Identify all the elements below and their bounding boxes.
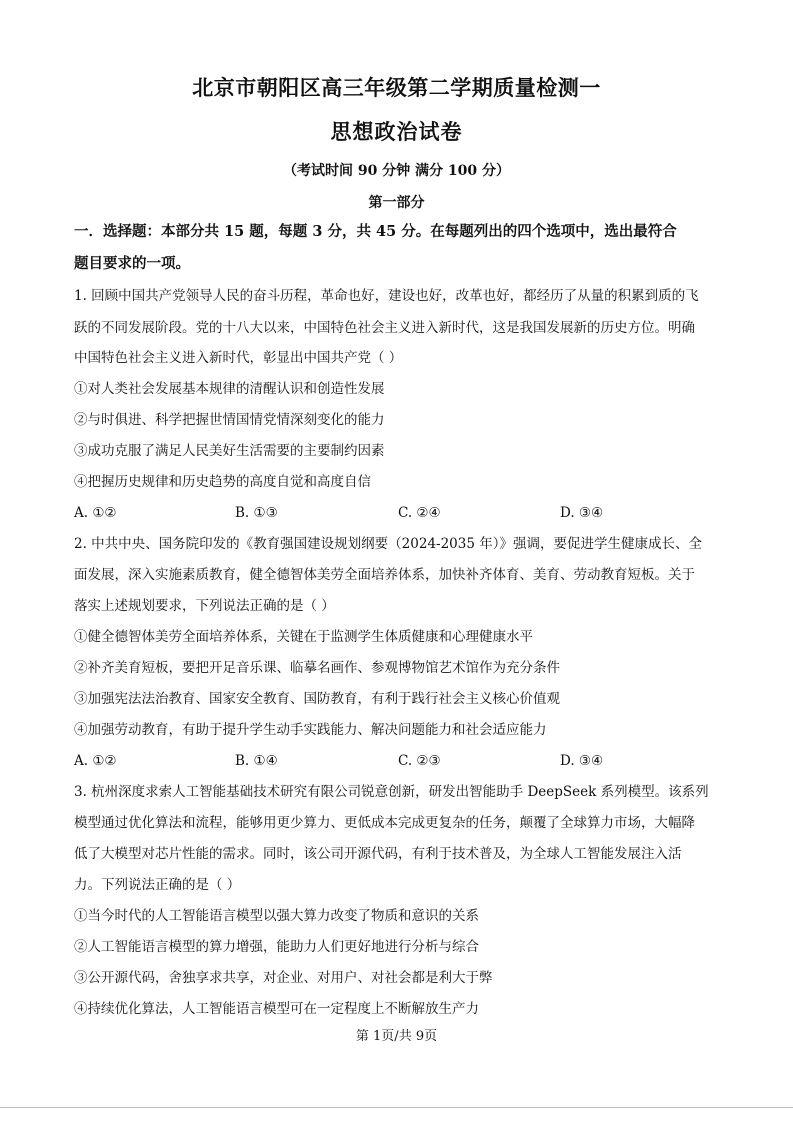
question-3-stem: 3. 杭州深度求索人工智能基础技术研究有限公司锐意创新，研发出智能助手 DeepSeek 系列模型。该系列 xyxy=(74,784,709,800)
question-1-statement: ④把握历史规律和历史趋势的高度自觉和高度自信 xyxy=(74,474,371,490)
question-2-statement: ③加强宪法法治教育、国家安全教育、国防教育，有利于践行社会主义核心价值观 xyxy=(74,691,560,707)
question-3-statement: ④持续优化算法，人工智能语言模型可在一定程度上不断解放生产力 xyxy=(74,1001,479,1017)
question-3-statement: ①当今时代的人工智能语言模型以强大算力改变了物质和意识的关系 xyxy=(74,908,479,924)
question-2-stem: 落实上述规划要求，下列说法正确的是（ ） xyxy=(74,598,335,614)
exam-title: 北京市朝阳区高三年级第二学期质量检测一 xyxy=(192,75,601,100)
part-heading: 第一部分 xyxy=(368,195,425,211)
option-b: B. ①③ xyxy=(235,505,278,521)
option-d: D. ③④ xyxy=(560,753,604,769)
option-c: C. ②③ xyxy=(398,753,441,769)
question-1-statement: ②与时俱进、科学把握世情国情党情深刻变化的能力 xyxy=(74,412,385,428)
question-2-options xyxy=(74,751,724,771)
option-d: D. ③④ xyxy=(560,505,604,521)
question-1-options xyxy=(74,503,724,523)
question-3-stem: 力。下列说法正确的是（ ） xyxy=(74,877,241,893)
option-a: A. ①② xyxy=(74,505,117,521)
question-2-stem: 2. 中共中央、国务院印发的《教育强国建设规划纲要（2024-2035 年）》强调，要促进学生健康成长、全 xyxy=(74,536,702,552)
question-1-stem: 中国特色社会主义进入新时代，彰显出中国共产党（ ） xyxy=(74,350,403,366)
exam-info: （考试时间 90 分钟 满分 100 分） xyxy=(282,163,511,179)
question-1-stem: 1. 回顾中国共产党领导人民的奋斗历程，革命也好，建设也好，改革也好，都经历了从量的积累到质的飞 xyxy=(74,288,699,304)
option-a: A. ①② xyxy=(74,753,117,769)
question-3-statement: ②人工智能语言模型的算力增强，能助力人们更好地进行分析与综合 xyxy=(74,939,479,955)
question-1-stem: 跃的不同发展阶段。党的十八大以来，中国特色社会主义进入新时代，这是我国发展新的历史方位。明确 xyxy=(74,320,695,336)
question-1-statement: ③成功克服了满足人民美好生活需要的主要制约因素 xyxy=(74,443,385,459)
question-3-stem: 模型通过优化算法和流程，能够用更少算力、更低成本完成更复杂的任务，颠覆了全球算力市场，大幅降 xyxy=(74,815,695,831)
question-2-statement: ①健全德智体美劳全面培养体系，关键在于监测学生体质健康和心理健康水平 xyxy=(74,629,533,645)
page-divider xyxy=(0,1107,793,1108)
question-3-statement: ③公开源代码，舍独享求共享，对企业、对用户、对社会都是利大于弊 xyxy=(74,970,493,986)
option-b: B. ①④ xyxy=(235,753,278,769)
question-3-stem: 低了大模型对芯片性能的需求。同时，该公司开源代码，有利于技术普及，为全球人工智能发展注入活 xyxy=(74,846,682,862)
question-2-statement: ④加强劳动教育，有助于提升学生动手实践能力、解决问题能力和社会适应能力 xyxy=(74,722,547,738)
question-2-stem: 面发展，深入实施素质教育，健全德智体美劳全面培养体系，加快补齐体育、美育、劳动教育短板。关于 xyxy=(74,567,695,583)
question-2-statement: ②补齐美育短板，要把开足音乐课、临摹名画作、参观博物馆艺术馆作为充分条件 xyxy=(74,660,560,676)
option-c: C. ②④ xyxy=(398,505,441,521)
question-1-statement: ①对人类社会发展基本规律的清醒认识和创造性发展 xyxy=(74,381,385,397)
page-number: 第 1页/共 9页 xyxy=(355,1029,438,1044)
section-instructions: 一．选择题：本部分共 15 题，每题 3 分，共 45 分。在每题列出的四个选项中，选出最符合 xyxy=(74,223,677,240)
section-instructions-cont: 题目要求的一项。 xyxy=(74,255,190,272)
subject-title: 思想政治试卷 xyxy=(330,119,463,144)
